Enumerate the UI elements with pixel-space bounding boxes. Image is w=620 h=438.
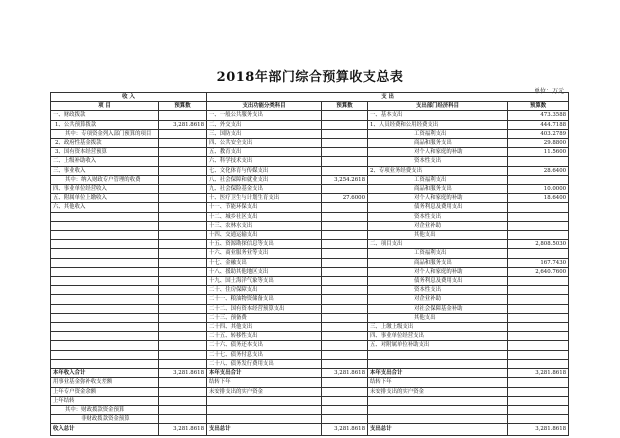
econ-item-cell: 商品和服务支出 xyxy=(368,185,508,194)
table-row xyxy=(51,203,569,212)
income-item-cell: 六、其他收入 xyxy=(51,203,159,212)
table-row xyxy=(51,157,569,166)
income-item-cell: 3、国有资本经营预算 xyxy=(51,148,159,157)
func-item-cell: 三、国防支出 xyxy=(207,129,322,138)
income-budget-cell xyxy=(159,415,207,424)
income-budget-cell xyxy=(159,267,207,276)
income-budget-cell xyxy=(159,212,207,221)
income-item-cell xyxy=(51,212,159,221)
func-item-cell: 四、公共安全支出 xyxy=(207,139,322,148)
econ-item-cell: 商品和服务支出 xyxy=(368,258,508,267)
func-item-cell: 结转下年 xyxy=(207,378,322,387)
econ-budget-cell xyxy=(508,295,569,304)
income-item-cell: 三、事业收入 xyxy=(51,166,159,175)
func-budget-cell xyxy=(322,157,368,166)
func-budget-cell xyxy=(322,120,368,129)
income-budget-cell xyxy=(159,258,207,267)
income-budget-cell xyxy=(159,286,207,295)
econ-item-cell: 对个人和家庭的补助 xyxy=(368,148,508,157)
econ-item-cell: 工资福利支出 xyxy=(368,129,508,138)
econ-item-cell: 未安排支出的实户资金 xyxy=(368,387,508,396)
income-item-cell: 其中：财政拨款资金预算 xyxy=(51,405,159,414)
func-budget-header: 预算数 xyxy=(322,102,368,111)
income-item-cell xyxy=(51,313,159,322)
table-row xyxy=(51,350,569,359)
income-item-cell: 非财政拨款资金预算 xyxy=(51,415,159,424)
econ-item-cell: 本年支出合计 xyxy=(368,369,508,378)
econ-item-cell: 支出总计 xyxy=(368,424,508,436)
income-item-cell xyxy=(51,249,159,258)
func-budget-cell xyxy=(322,258,368,267)
table-row xyxy=(51,111,569,120)
econ-item-cell xyxy=(368,396,508,405)
econ-budget-cell xyxy=(508,415,569,424)
func-item-cell: 一、一般公共服务支出 xyxy=(207,111,322,120)
income-item-cell: 上年结转 xyxy=(51,396,159,405)
econ-budget-cell xyxy=(508,304,569,313)
income-item-cell: 收入总计 xyxy=(51,424,159,436)
table-row xyxy=(51,240,569,249)
table-row xyxy=(51,139,569,148)
econ-item-cell: 结转下年 xyxy=(368,378,508,387)
econ-budget-cell xyxy=(508,175,569,184)
income-item-cell xyxy=(51,231,159,240)
func-item-cell: 二十七、债务付息支出 xyxy=(207,350,322,359)
income-item-cell xyxy=(51,341,159,350)
income-item-cell: 一、财政拨款 xyxy=(51,111,159,120)
func-budget-cell xyxy=(322,359,368,368)
func-item-cell xyxy=(207,405,322,414)
income-budget-cell xyxy=(159,359,207,368)
table-row xyxy=(51,175,569,184)
econ-item-cell: 工资福利支出 xyxy=(368,249,508,258)
econ-budget-cell xyxy=(508,203,569,212)
income-budget-cell xyxy=(159,249,207,258)
func-budget-cell: 3,281.8618 xyxy=(322,424,368,436)
econ-budget-cell: 2,808.5030 xyxy=(508,240,569,249)
income-budget-cell xyxy=(159,203,207,212)
func-item-cell: 八、社会保障和就业支出 xyxy=(207,175,322,184)
table-row xyxy=(51,323,569,332)
econ-item-cell xyxy=(368,359,508,368)
econ-budget-cell xyxy=(508,332,569,341)
func-item-cell: 十六、商业服务业等支出 xyxy=(207,249,322,258)
func-budget-cell: 27.6000 xyxy=(322,194,368,203)
income-item-cell xyxy=(51,332,159,341)
econ-item-cell xyxy=(368,415,508,424)
income-budget-cell xyxy=(159,175,207,184)
func-item-cell: 十二、城乡社区支出 xyxy=(207,212,322,221)
econ-budget-cell: 3,281.8618 xyxy=(508,424,569,436)
econ-budget-cell xyxy=(508,341,569,350)
header-row-sub xyxy=(51,102,569,111)
func-budget-cell xyxy=(322,212,368,221)
econ-budget-cell xyxy=(508,378,569,387)
table-row xyxy=(51,166,569,175)
income-item-cell: 其中：专项资金列入部门预算的项目 xyxy=(51,129,159,138)
budget-table xyxy=(50,92,569,436)
func-item-cell: 二十二、国有资本经营预算支出 xyxy=(207,304,322,313)
func-budget-cell xyxy=(322,185,368,194)
summary-row xyxy=(51,369,569,378)
func-item-cell: 本年支出合计 xyxy=(207,369,322,378)
func-item-cell: 九、社会保险基金支出 xyxy=(207,185,322,194)
income-budget-cell xyxy=(159,166,207,175)
func-budget-cell xyxy=(322,286,368,295)
income-budget-cell xyxy=(159,313,207,322)
income-budget-cell xyxy=(159,323,207,332)
econ-item-cell: 对企业补助 xyxy=(368,295,508,304)
income-item-cell: 2、政府性基金拨款 xyxy=(51,139,159,148)
econ-item-cell: 债务利息及费用支出 xyxy=(368,203,508,212)
func-budget-cell xyxy=(322,249,368,258)
income-budget-cell xyxy=(159,185,207,194)
table-row xyxy=(51,295,569,304)
func-item-cell: 十三、农林水支出 xyxy=(207,221,322,230)
econ-item-cell: 对企业补助 xyxy=(368,221,508,230)
income-budget-header: 预算数 xyxy=(159,102,207,111)
income-item-cell xyxy=(51,267,159,276)
income-budget-cell xyxy=(159,111,207,120)
econ-item-cell: 对社会保障基金补助 xyxy=(368,304,508,313)
func-budget-cell xyxy=(322,313,368,322)
func-budget-cell xyxy=(322,405,368,414)
econ-item-cell: 三、上缴上级支出 xyxy=(368,323,508,332)
table-row xyxy=(51,221,569,230)
income-item-cell xyxy=(51,258,159,267)
income-budget-cell xyxy=(159,341,207,350)
func-item-cell: 十、医疗卫生与计划生育支出 xyxy=(207,194,322,203)
header-row-top xyxy=(51,93,569,102)
income-budget-cell xyxy=(159,387,207,396)
table-row xyxy=(51,277,569,286)
func-item-cell: 十九、国土海洋气象等支出 xyxy=(207,277,322,286)
income-budget-cell xyxy=(159,405,207,414)
econ-item-cell xyxy=(368,405,508,414)
summary-row xyxy=(51,415,569,424)
func-item-cell: 支出总计 xyxy=(207,424,322,436)
func-budget-cell xyxy=(322,221,368,230)
income-budget-cell xyxy=(159,240,207,249)
unit-label: 单位：万元 xyxy=(533,88,564,95)
income-item-cell xyxy=(51,277,159,286)
func-item-cell: 二、外交支出 xyxy=(207,120,322,129)
econ-budget-cell: 167.7430 xyxy=(508,258,569,267)
func-budget-cell xyxy=(322,203,368,212)
summary-row xyxy=(51,378,569,387)
table-row xyxy=(51,341,569,350)
income-budget-cell xyxy=(159,304,207,313)
income-item-cell xyxy=(51,286,159,295)
econ-budget-cell: 3,281.8618 xyxy=(508,369,569,378)
func-item-cell: 二十五、转移性支出 xyxy=(207,332,322,341)
income-budget-cell xyxy=(159,396,207,405)
income-budget-cell xyxy=(159,139,207,148)
func-budget-cell: 3,254.2618 xyxy=(322,175,368,184)
income-item-cell xyxy=(51,304,159,313)
expense-header: 支 出 xyxy=(207,93,569,102)
income-item-cell xyxy=(51,359,159,368)
func-budget-cell xyxy=(322,148,368,157)
func-budget-cell xyxy=(322,139,368,148)
func-item-cell: 五、教育支出 xyxy=(207,148,322,157)
func-item-cell: 二十六、债务还本支出 xyxy=(207,341,322,350)
income-item-cell: 上年专户资金余额 xyxy=(51,387,159,396)
income-item-cell xyxy=(51,240,159,249)
func-item-cell: 十七、金融支出 xyxy=(207,258,322,267)
econ-budget-cell: 11.5600 xyxy=(508,148,569,157)
func-budget-cell xyxy=(322,277,368,286)
func-budget-cell xyxy=(322,304,368,313)
econ-budget-header: 预算数 xyxy=(508,102,569,111)
econ-budget-cell: 10.0000 xyxy=(508,185,569,194)
func-budget-cell xyxy=(322,267,368,276)
table-row xyxy=(51,359,569,368)
income-item-cell: 五、附属单位上缴收入 xyxy=(51,194,159,203)
income-item-cell xyxy=(51,323,159,332)
income-budget-cell xyxy=(159,221,207,230)
report-title: 2018年部门综合预算收支总表 xyxy=(216,70,404,85)
table-row xyxy=(51,313,569,322)
table-row xyxy=(51,332,569,341)
func-item-cell: 十八、援助其他地区支出 xyxy=(207,267,322,276)
summary-row xyxy=(51,387,569,396)
income-item-cell xyxy=(51,221,159,230)
summary-row xyxy=(51,405,569,414)
econ-budget-cell xyxy=(508,350,569,359)
income-item-cell: 1、公共预算拨款 xyxy=(51,120,159,129)
func-item-cell: 二十三、预备费 xyxy=(207,313,322,322)
income-item-cell: 用事业基金弥补收支差额 xyxy=(51,378,159,387)
income-budget-cell xyxy=(159,194,207,203)
econ-item-cell: 其他支出 xyxy=(368,231,508,240)
table-row xyxy=(51,148,569,157)
econ-budget-cell xyxy=(508,221,569,230)
func-budget-cell xyxy=(322,166,368,175)
func-budget-cell xyxy=(322,341,368,350)
func-item-cell: 二十一、粮油物资储备支出 xyxy=(207,295,322,304)
econ-budget-cell xyxy=(508,405,569,414)
econ-item-cell: 对个人和家庭的补助 xyxy=(368,194,508,203)
econ-item-cell xyxy=(368,350,508,359)
func-item-cell xyxy=(207,415,322,424)
econ-budget-cell: 29.8800 xyxy=(508,139,569,148)
func-item-cell: 未安排支出的实户资金 xyxy=(207,387,322,396)
func-budget-cell xyxy=(322,387,368,396)
econ-item-cell: 资本性支出 xyxy=(368,212,508,221)
table-row xyxy=(51,129,569,138)
table-row xyxy=(51,258,569,267)
total-row xyxy=(51,424,569,436)
func-item-cell: 二十八、债务发行费用支出 xyxy=(207,359,322,368)
func-budget-cell xyxy=(322,231,368,240)
table-row xyxy=(51,120,569,129)
table-row xyxy=(51,212,569,221)
income-budget-cell xyxy=(159,295,207,304)
func-item-cell: 六、科学技术支出 xyxy=(207,157,322,166)
income-item-cell: 四、事业单位经营收入 xyxy=(51,185,159,194)
econ-item-cell: 五、对附属单位补助支出 xyxy=(368,341,508,350)
func-budget-cell xyxy=(322,323,368,332)
income-budget-cell xyxy=(159,277,207,286)
table-row xyxy=(51,304,569,313)
income-budget-cell: 3,281.8618 xyxy=(159,120,207,129)
income-budget-cell: 3,281.8618 xyxy=(159,424,207,436)
econ-item-cell: 2、专项业务经费支出 xyxy=(368,166,508,175)
func-item-cell: 十五、资源勘探信息等支出 xyxy=(207,240,322,249)
income-budget-cell xyxy=(159,231,207,240)
income-budget-cell xyxy=(159,148,207,157)
econ-budget-cell: 473.3588 xyxy=(508,111,569,120)
income-header: 收 入 xyxy=(51,93,207,102)
econ-budget-cell xyxy=(508,157,569,166)
income-item-cell: 本年收入合计 xyxy=(51,369,159,378)
income-budget-cell xyxy=(159,157,207,166)
econ-budget-cell xyxy=(508,359,569,368)
income-item-cell: 二、上级补助收入 xyxy=(51,157,159,166)
econ-item-cell: 资本性支出 xyxy=(368,157,508,166)
func-item-cell: 二十、住房保障支出 xyxy=(207,286,322,295)
func-budget-cell xyxy=(322,332,368,341)
econ-item-cell: 四、事业单位经营支出 xyxy=(368,332,508,341)
econ-budget-cell xyxy=(508,387,569,396)
func-item-cell xyxy=(207,396,322,405)
econ-item-cell: 债务利息及费用支出 xyxy=(368,277,508,286)
income-budget-cell xyxy=(159,378,207,387)
func-item-cell: 二十四、其他支出 xyxy=(207,323,322,332)
econ-budget-cell xyxy=(508,396,569,405)
econ-budget-cell: 2,640.7600 xyxy=(508,267,569,276)
econ-budget-cell: 444.7188 xyxy=(508,120,569,129)
summary-row xyxy=(51,396,569,405)
econ-item-cell: 二、项目支出 xyxy=(368,240,508,249)
econ-item-cell: 工资福利支出 xyxy=(368,175,508,184)
func-budget-cell xyxy=(322,378,368,387)
econ-budget-cell: 28.6400 xyxy=(508,166,569,175)
func-budget-cell: 3,281.8618 xyxy=(322,369,368,378)
econ-item-cell: 资本性支出 xyxy=(368,286,508,295)
func-item-cell: 十一、节能环保支出 xyxy=(207,203,322,212)
income-item-cell xyxy=(51,350,159,359)
table-row xyxy=(51,185,569,194)
func-budget-cell xyxy=(322,396,368,405)
econ-budget-cell xyxy=(508,323,569,332)
table-row xyxy=(51,267,569,276)
econ-budget-cell: 18.6400 xyxy=(508,194,569,203)
econ-budget-cell xyxy=(508,313,569,322)
income-item-header: 项 目 xyxy=(51,102,159,111)
econ-budget-cell xyxy=(508,212,569,221)
table-row xyxy=(51,286,569,295)
func-budget-cell xyxy=(322,350,368,359)
econ-item-cell: 商品和服务支出 xyxy=(368,139,508,148)
func-item-cell: 十四、交通运输支出 xyxy=(207,231,322,240)
func-budget-cell xyxy=(322,111,368,120)
econ-budget-cell xyxy=(508,277,569,286)
econ-budget-cell: 403.2789 xyxy=(508,129,569,138)
func-budget-cell xyxy=(322,240,368,249)
econ-item-cell: 1、人员经费和公用经费支出 xyxy=(368,120,508,129)
econ-item-cell: 其他支出 xyxy=(368,313,508,322)
func-budget-cell xyxy=(322,129,368,138)
table-row xyxy=(51,194,569,203)
econ-item-cell: 对个人和家庭的补助 xyxy=(368,267,508,276)
table-row xyxy=(51,249,569,258)
func-item-cell: 七、文化体育与传媒支出 xyxy=(207,166,322,175)
income-item-cell: 其中：纳入财政专户管理的收费 xyxy=(51,175,159,184)
income-budget-cell xyxy=(159,350,207,359)
econ-budget-cell xyxy=(508,249,569,258)
econ-item-cell: 一、基本支出 xyxy=(368,111,508,120)
func-budget-cell xyxy=(322,295,368,304)
income-item-cell xyxy=(51,295,159,304)
econ-budget-cell xyxy=(508,286,569,295)
econ-item-header: 支出部门经济科目 xyxy=(368,102,508,111)
func-item-header: 支出功能分类科目 xyxy=(207,102,322,111)
func-budget-cell xyxy=(322,415,368,424)
income-budget-cell xyxy=(159,129,207,138)
econ-budget-cell xyxy=(508,231,569,240)
income-budget-cell: 3,281.8618 xyxy=(159,369,207,378)
table-row xyxy=(51,231,569,240)
income-budget-cell xyxy=(159,332,207,341)
